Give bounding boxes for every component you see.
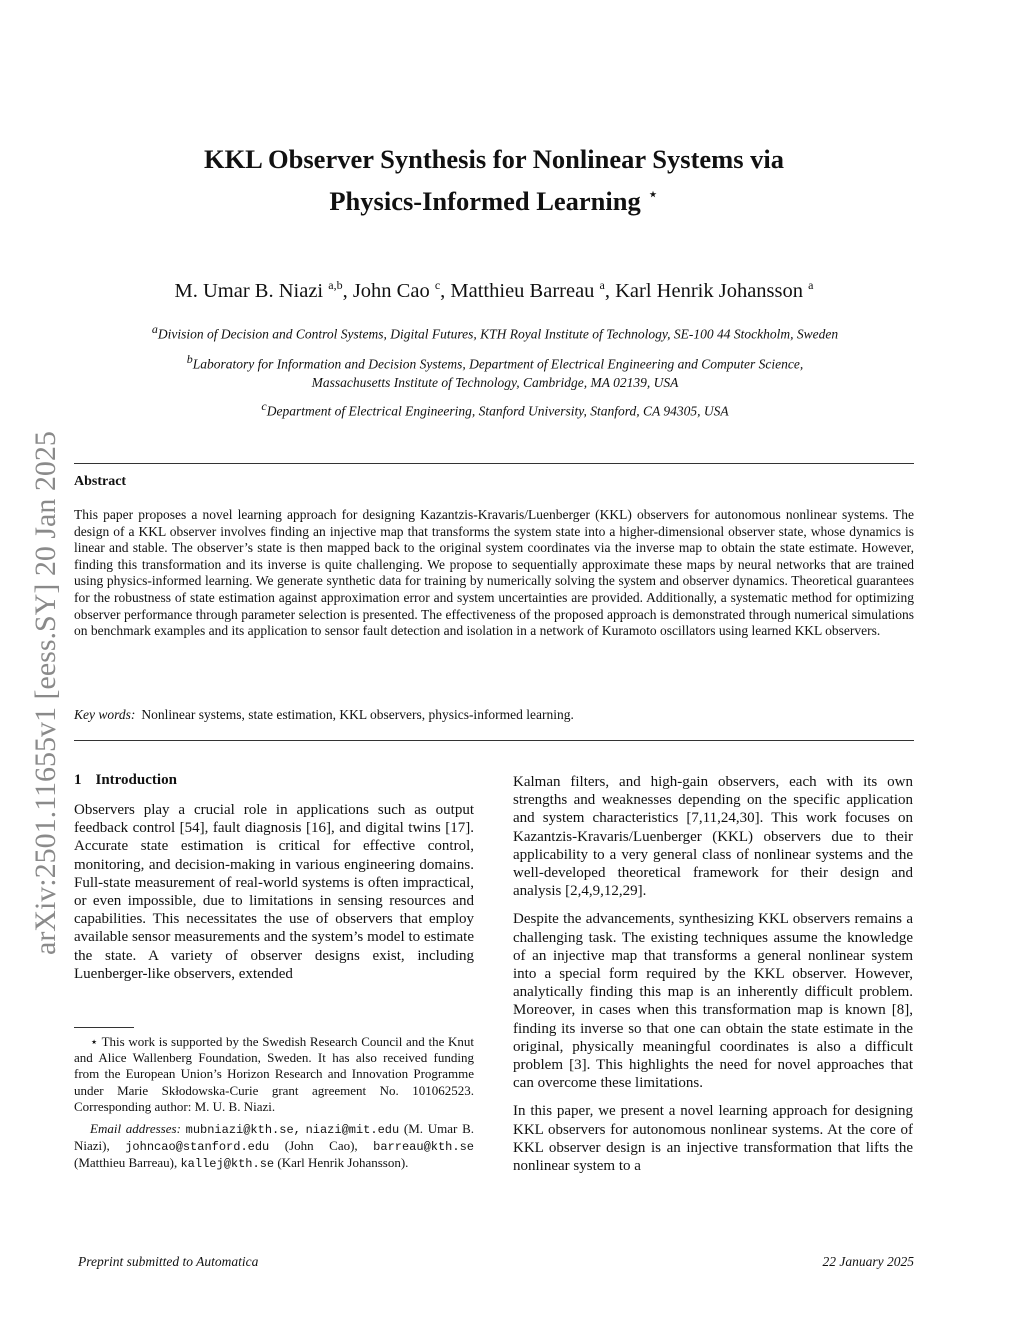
email-link[interactable]: mubniazi@kth.se,	[185, 1123, 301, 1138]
abstract-bottom-rule	[74, 740, 914, 741]
arxiv-identifier-stamp: arXiv:2501.11655v1 [eess.SY] 20 Jan 2025	[29, 431, 62, 955]
affiliation-a	[60, 320, 930, 344]
footnote-rule	[74, 1027, 134, 1028]
affiliation-text-line-2: Massachusetts Institute of Technology, Cambridge, MA 02139, USA	[311, 374, 679, 390]
paragraph: Despite the advancements, synthesizing KKL observers remains a challenging task. The existing techniques assume the knowledge of an injective map that transforms a general nonlinear system into a special form required by the KKL observer. However, analytically finding this map is an inherently difficult problem. Moreover, in cases when this transformation map is known [8], finding its inverse so that one can obtain the state estimate in the original, physically meaningful coordinates is also a difficult problem [3]. This highlights the need for novel approaches that can overcome these limitations.	[513, 911, 913, 1092]
email-link[interactable]: johncao@stanford.edu	[125, 1140, 270, 1155]
keywords-text: Nonlinear systems, state estimation, KKL observers, physics-informed learning.	[141, 707, 574, 722]
email-owner: (John Cao),	[284, 1138, 358, 1154]
footer-preprint-note: Preprint submitted to Automatica	[78, 1254, 259, 1269]
abstract-text: This paper proposes a novel learning approach for designing Kazantzis-Kravaris/Luenberger (KKL) observers for autonomous nonlinear systems. The design of a KKL observer involves finding an injective map that transforms the system state into a higher-dimensional observer state, whose dynamics is linear and stable. The observer’s state is then mapped back to the original system coordinates via the inverse map to obtain the state estimate. However, finding this transformation and its inverse is quite challenging. We propose to sequentially approximate these maps by neural networks that are trained using physics-informed learning. We generate synthetic data for training by numerically solving the system and observer dynamics. Theoretical guarantees for the robustness of state estimation against approximation error and system uncertainties are provided. Additionally, a systematic method for optimizing observer performance through parameter selection is presented. The effectiveness of the proposed approach is demonstrated through numerical simulations on benchmark examples and its application to sensor fault detection and isolation in a network of Kuramoto oscillators using learned KKL observers.	[74, 507, 914, 639]
email-label: Email addresses:	[90, 1121, 181, 1137]
left-column	[74, 801, 474, 993]
funding-footnote	[74, 1034, 474, 1115]
author-name: Karl Henrik Johansson	[615, 279, 804, 302]
paragraph: In this paper, we present a novel learning approach for designing KKL observers for autonomous nonlinear systems. At the core of KKL observer design is an injective transformation that lifts the nonlinear system to a	[513, 1103, 913, 1175]
section-heading-introduction	[74, 772, 177, 789]
author-affiliation-mark: a,b	[328, 278, 343, 292]
right-column	[513, 773, 913, 1185]
affiliation-b	[60, 350, 930, 392]
author-name: M. Umar B. Niazi	[174, 279, 324, 302]
footer-date: 22 January 2025	[822, 1254, 914, 1269]
author-affiliation-mark: a	[808, 278, 814, 292]
author-name: Matthieu Barreau	[450, 279, 595, 302]
keywords	[74, 707, 574, 723]
affiliation-text: Division of Decision and Control Systems, Digital Futures, KTH Royal Institute of Technology, SE-100 44 Stockholm, Sweden	[157, 326, 839, 342]
affiliation-mark: a	[151, 322, 158, 336]
email-owner: (Karl Henrik Johansson).	[277, 1155, 409, 1171]
section-title: Introduction	[95, 772, 177, 788]
abstract-top-rule	[74, 463, 914, 464]
footnote-star: ⋆	[90, 1034, 99, 1049]
title-footnote-star: ⋆	[647, 184, 659, 204]
email-link[interactable]: niazi@mit.edu	[305, 1123, 400, 1138]
affiliation-mark: c	[261, 399, 267, 413]
affiliation-text: Department of Electrical Engineering, Stanford University, Stanford, CA 94305, USA	[266, 403, 729, 419]
author-affiliation-mark: a	[599, 278, 605, 292]
footnote	[74, 1034, 474, 1179]
email-link[interactable]: barreau@kth.se	[373, 1140, 474, 1155]
paragraph: Observers play a crucial role in applications such as output feedback control [54], fault diagnosis [16], and digital twins [17]. Accurate state estimation is critical for effective control, monitoring, and decision-making in various engineering domains. Full-state measurement of real-world systems is often impractical, or even impossible, due to limitations in sensing resources and capabilities. This necessitates the use of observers that employ available sensor measurements and the system’s model to estimate the state. A variety of observer designs exist, including Luenberger-like observers, extended	[74, 802, 474, 982]
paper-title	[74, 142, 914, 219]
paragraph: Kalman filters, and high-gain observers, each with its own strengths and weaknesses depending on the specific application and system characteristics [7,11,24,30]. This work focuses on Kazantzis-Kravaris/Luenberger (KKL) observers due to their applicability to a very general class of nonlinear systems and the well-developed theoretical framework for their design and analysis [2,4,9,12,29].	[513, 774, 913, 900]
email-footnote	[74, 1121, 474, 1173]
title-line-1: KKL Observer Synthesis for Nonlinear Systems via	[203, 144, 785, 174]
abstract-heading: Abstract	[74, 474, 127, 489]
affiliation-mark: b	[186, 352, 193, 366]
author-list: M. Umar B. Niazi $^{a,b}$, John Cao $^c$, Matthieu Barreau $^a$, Karl Henrik Johansson $^a$	[174, 278, 814, 302]
email-owner: (M. Umar B. Niazi),	[74, 1121, 474, 1154]
keywords-label: Key words:	[74, 707, 136, 722]
title-line-2-text: Physics-Informed Learning	[329, 186, 641, 216]
email-link[interactable]: kallej@kth.se	[180, 1157, 275, 1172]
affiliation-c	[60, 397, 930, 421]
section-number: 1	[74, 772, 82, 788]
affiliation-text: Laboratory for Information and Decision Systems, Department of Electrical Engineering and Computer Science,	[192, 356, 804, 372]
author-name: John Cao	[352, 279, 430, 302]
email-owner: (Matthieu Barreau),	[74, 1155, 178, 1171]
funding-text: This work is supported by the Swedish Research Council and the Knut and Alice Wallenberg Foundation, Sweden. It has also received funding from the European Union’s Horizon Research and Innovation Programme under Marie Skłodowska-Curie grant agreement No. 101062523. Corresponding author: M. U. B. Niazi.	[74, 1034, 475, 1114]
title-line-2	[74, 177, 914, 219]
author-affiliation-mark: c	[434, 278, 441, 292]
